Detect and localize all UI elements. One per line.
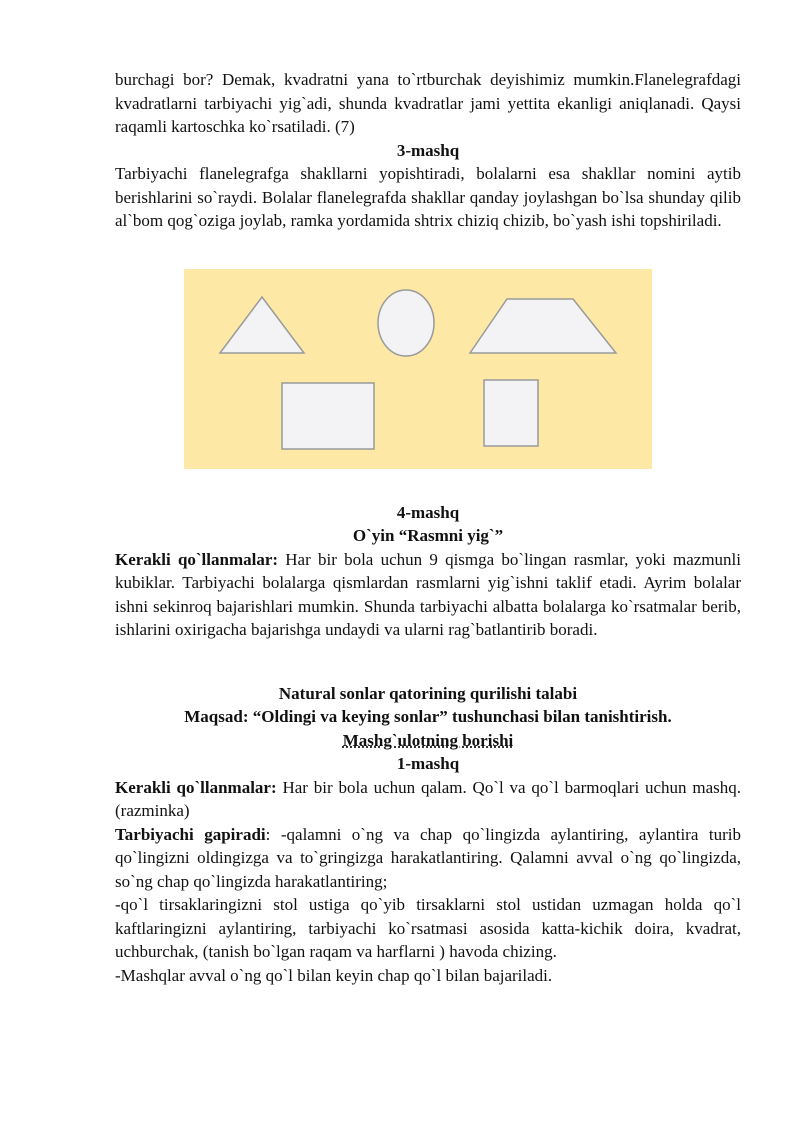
paragraph-exercise-1 — [115, 776, 741, 823]
paragraph-last: -Mashqlar avval o`ng qo`l bilan keyin chap qo`l bilan bajariladi. — [115, 965, 553, 985]
materials-text: Har bir bola uchun 9 qismga bo`lingan rasmlar, yoki mazmunli kubiklar. Tarbiyachi bolalarga qismlardan rasmlarni yig`ishni taklif etadi. Ayrim bolalar ishni sekinroq bajarishlari mumkin. Shunda tarbiyachi albatta bolalarga ko`rsatmalar berib, ishlarini oxirigacha bajarishga undaydi va ularni rag`batlantirib boradi. — [115, 549, 741, 639]
rectangle-shape — [282, 383, 374, 449]
materials-text-1: Har bir bola uchun qalam. Qo`l va qo`l barmoqlari uchun mashq.(razminka) — [115, 777, 742, 820]
exercise-1-title: 1-mashq — [396, 754, 460, 773]
teacher-label: Tarbiyachi gapiradi — [115, 824, 266, 844]
paragraph-elbow: -qo`l tirsaklaringizni stol ustiga qo`yib tirsaklarni stol ustidan uzmagan holda qo`l kaftlaringizni aylantiring, tarbiyachi ko`rsatmasi asosida katta-kichik doira, kvadrat, uchburchak, (tanish bo`lgan raqam va harflarni ) havoda chizing. — [115, 895, 741, 961]
exercise-3-title: 3-mashq — [396, 140, 460, 160]
section-title: Natural sonlar qatorining qurilishi talabi — [278, 683, 578, 703]
paragraph-intro: burchagi bor? Demak, kvadratni yana to`rtburchak deyishimiz mumkin.Flanelegrafdagi kvadratlarni tarbiyachi yig`adi, shunda kvadratlar jami yettita ekanligi aniqlanadi. Qaysi raqamli kartoschka ko`rsatiladi. (7) — [115, 70, 741, 136]
materials-label-1: Kerakli qo`llanmalar: — [115, 777, 277, 797]
circle-shape — [378, 290, 434, 356]
materials-label: Kerakli qo`llanmalar: — [115, 549, 279, 569]
paragraph-exercise-4 — [115, 548, 741, 642]
square-shape — [484, 380, 538, 446]
paragraph-teacher — [115, 823, 741, 894]
paragraph-exercise-3: Tarbiyachi flanelegrafga shakllarni yopishtiradi, bolalarni esa shakllar nomini aytib berishlarini so`raydi. Bolalar flanelegrafda shakllar qanday joylashgan bo`lsa shunday qilib al`bom qog`oziga joylab, ramka yordamida shtrix chiziq chizib, bo`yash ishi topshiriladi. — [115, 164, 741, 230]
section-progress-title: Mashg`ulotning borishi — [342, 730, 514, 750]
section-goal: Maqsad: “Oldingi va keying sonlar” tushunchasi bilan tanishtirish. — [184, 707, 672, 726]
teacher-text: : -qalamni o`ng va chap qo`lingizda aylantiring, aylantira turib qo`lingizni oldingizga va to`gringizga harakatlantiring. Qalamni avval o`ng qo`lingizda, so`ng chap qo`lingizda harakatlantiring; — [115, 824, 741, 891]
document-page — [115, 68, 741, 987]
exercise-4-game-title: O`yin “Rasmni yig`” — [352, 526, 504, 545]
shapes-figure — [184, 269, 652, 469]
exercise-4-title: 4-mashq — [396, 502, 460, 522]
